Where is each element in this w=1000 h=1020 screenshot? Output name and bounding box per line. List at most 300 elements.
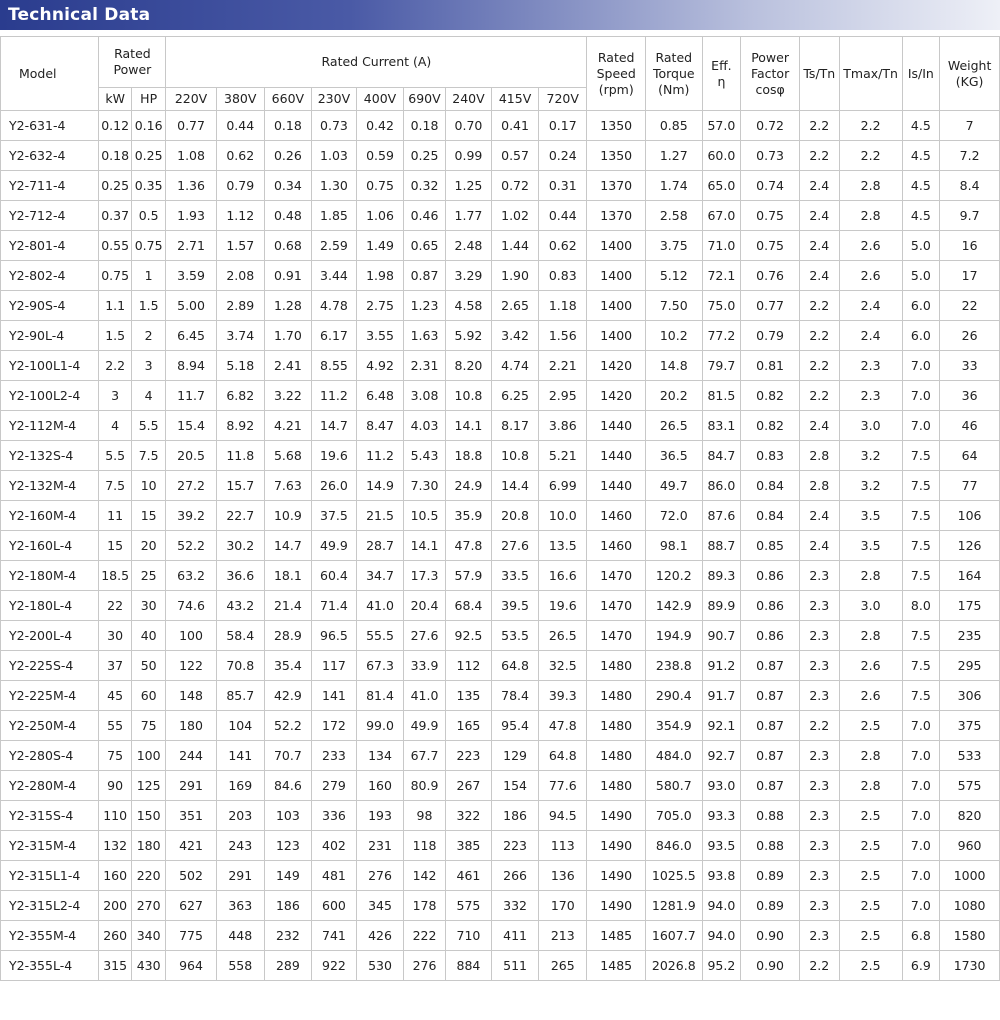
table-cell: 220 — [131, 861, 166, 891]
table-cell: 0.62 — [216, 141, 264, 171]
table-cell: 884 — [445, 951, 491, 981]
header-rated-speed — [587, 37, 646, 111]
table-cell: 558 — [216, 951, 264, 981]
table-cell: 1400 — [587, 321, 646, 351]
table-cell: 0.81 — [741, 351, 800, 381]
table-cell: 17 — [940, 261, 1000, 291]
table-cell: 95.2 — [702, 951, 741, 981]
table-cell: 2.71 — [166, 231, 216, 261]
table-cell: 1.30 — [311, 171, 356, 201]
table-cell: 86.0 — [702, 471, 741, 501]
table-cell: 90.7 — [702, 621, 741, 651]
table-cell: 18.5 — [99, 561, 131, 591]
table-cell: 0.25 — [404, 141, 446, 171]
header-rated-torque-line: (Nm) — [658, 81, 690, 97]
table-cell: 2.58 — [646, 201, 703, 231]
table-cell: 92.1 — [702, 711, 741, 741]
table-cell: 0.26 — [264, 141, 311, 171]
table-cell: 0.89 — [741, 861, 800, 891]
table-cell: 0.55 — [99, 231, 131, 261]
table-cell: 3.0 — [839, 411, 902, 441]
table-cell: 22.7 — [216, 501, 264, 531]
table-cell: 0.59 — [356, 141, 403, 171]
table-cell: 68.4 — [445, 591, 491, 621]
table-cell: 0.18 — [264, 111, 311, 141]
table-cell: 0.99 — [445, 141, 491, 171]
table-cell: 1485 — [587, 951, 646, 981]
table-cell: 0.17 — [539, 111, 587, 141]
table-row — [1, 381, 1000, 411]
table-cell: 2.89 — [216, 291, 264, 321]
table-cell: 235 — [940, 621, 1000, 651]
table-cell: 1281.9 — [646, 891, 703, 921]
model-cell: Y2-250M-4 — [1, 711, 99, 741]
table-cell: 165 — [445, 711, 491, 741]
table-cell: 1.5 — [131, 291, 166, 321]
table-cell: 142.9 — [646, 591, 703, 621]
table-cell: 15 — [131, 501, 166, 531]
table-cell: 0.25 — [131, 141, 166, 171]
table-cell: 363 — [216, 891, 264, 921]
header-power-factor-line: Factor — [750, 65, 790, 81]
table-cell: 0.87 — [741, 741, 800, 771]
table-cell: 775 — [166, 921, 216, 951]
table-cell: 7.5 — [902, 561, 940, 591]
header-hp: HP — [131, 88, 166, 111]
table-cell: 4 — [99, 411, 131, 441]
header-weight — [940, 37, 1000, 111]
table-cell: 222 — [404, 921, 446, 951]
table-cell: 705.0 — [646, 801, 703, 831]
table-cell: 2.2 — [799, 351, 839, 381]
table-cell: 67.7 — [404, 741, 446, 771]
table-cell: 244 — [166, 741, 216, 771]
table-cell: 110 — [99, 801, 131, 831]
table-row — [1, 321, 1000, 351]
table-cell: 49.9 — [404, 711, 446, 741]
table-cell: 1607.7 — [646, 921, 703, 951]
table-cell: 0.73 — [311, 111, 356, 141]
table-cell: 2 — [131, 321, 166, 351]
table-cell: 52.2 — [264, 711, 311, 741]
table-cell: 1580 — [940, 921, 1000, 951]
table-cell: 3.5 — [839, 501, 902, 531]
table-cell: 289 — [264, 951, 311, 981]
table-cell: 0.57 — [492, 141, 539, 171]
header-ts-tn: Ts/Tn — [799, 37, 839, 111]
table-row — [1, 471, 1000, 501]
table-cell: 7.63 — [264, 471, 311, 501]
table-cell: 243 — [216, 831, 264, 861]
table-cell: 112 — [445, 651, 491, 681]
table-cell: 70.8 — [216, 651, 264, 681]
table-cell: 3.2 — [839, 471, 902, 501]
table-cell: 600 — [311, 891, 356, 921]
table-cell: 0.90 — [741, 951, 800, 981]
table-cell: 0.79 — [741, 321, 800, 351]
table-cell: 7.5 — [902, 681, 940, 711]
table-cell: 5.18 — [216, 351, 264, 381]
table-cell: 141 — [311, 681, 356, 711]
table-cell: 332 — [492, 891, 539, 921]
table-cell: 193 — [356, 801, 403, 831]
table-cell: 2.2 — [799, 711, 839, 741]
model-cell: Y2-100L2-4 — [1, 381, 99, 411]
table-cell: 0.85 — [646, 111, 703, 141]
table-cell: 340 — [131, 921, 166, 951]
header-voltage: 660V — [264, 88, 311, 111]
table-cell: 8.94 — [166, 351, 216, 381]
header-rated-power-line: Rated — [114, 46, 151, 61]
table-cell: 2.4 — [839, 291, 902, 321]
table-cell: 2.4 — [799, 171, 839, 201]
table-cell: 10.9 — [264, 501, 311, 531]
table-cell: 11 — [99, 501, 131, 531]
table-cell: 322 — [445, 801, 491, 831]
table-cell: 7.5 — [902, 621, 940, 651]
table-cell: 276 — [404, 951, 446, 981]
table-cell: 6.17 — [311, 321, 356, 351]
table-cell: 83.1 — [702, 411, 741, 441]
table-cell: 22 — [940, 291, 1000, 321]
table-cell: 19.6 — [311, 441, 356, 471]
table-cell: 113 — [539, 831, 587, 861]
table-cell: 279 — [311, 771, 356, 801]
table-cell: 1480 — [587, 711, 646, 741]
table-cell: 65.0 — [702, 171, 741, 201]
table-cell: 118 — [404, 831, 446, 861]
table-row — [1, 171, 1000, 201]
table-cell: 461 — [445, 861, 491, 891]
table-cell: 1.56 — [539, 321, 587, 351]
table-cell: 93.0 — [702, 771, 741, 801]
table-cell: 92.5 — [445, 621, 491, 651]
table-cell: 57.9 — [445, 561, 491, 591]
table-cell: 28.9 — [264, 621, 311, 651]
table-cell: 1440 — [587, 471, 646, 501]
table-cell: 3.2 — [839, 441, 902, 471]
table-cell: 1.85 — [311, 201, 356, 231]
table-cell: 5.21 — [539, 441, 587, 471]
table-cell: 20.8 — [492, 501, 539, 531]
table-cell: 17.3 — [404, 561, 446, 591]
table-cell: 160 — [99, 861, 131, 891]
table-cell: 3.86 — [539, 411, 587, 441]
header-rated-power-line: Power — [113, 62, 152, 77]
table-cell: 100 — [166, 621, 216, 651]
table-cell: 4.92 — [356, 351, 403, 381]
table-cell: 2.5 — [839, 831, 902, 861]
table-cell: 0.83 — [539, 261, 587, 291]
table-cell: 2.5 — [839, 891, 902, 921]
table-cell: 1400 — [587, 291, 646, 321]
model-cell: Y2-280M-4 — [1, 771, 99, 801]
header-rated-torque-line: Torque — [652, 65, 695, 81]
table-cell: 2.3 — [799, 591, 839, 621]
table-cell: 150 — [131, 801, 166, 831]
table-cell: 7.2 — [940, 141, 1000, 171]
table-cell: 0.82 — [741, 381, 800, 411]
table-cell: 21.5 — [356, 501, 403, 531]
header-voltage: 230V — [311, 88, 356, 111]
table-cell: 1.36 — [166, 171, 216, 201]
table-cell: 49.7 — [646, 471, 703, 501]
table-cell: 1460 — [587, 531, 646, 561]
table-cell: 75.0 — [702, 291, 741, 321]
table-cell: 11.2 — [311, 381, 356, 411]
table-cell: 40 — [131, 621, 166, 651]
table-cell: 1370 — [587, 201, 646, 231]
table-cell: 53.5 — [492, 621, 539, 651]
model-cell: Y2-315L1-4 — [1, 861, 99, 891]
table-cell: 104 — [216, 711, 264, 741]
table-cell: 315 — [99, 951, 131, 981]
table-cell: 0.76 — [741, 261, 800, 291]
table-cell: 5.12 — [646, 261, 703, 291]
table-cell: 7.30 — [404, 471, 446, 501]
table-cell: 27.6 — [404, 621, 446, 651]
table-cell: 0.85 — [741, 531, 800, 561]
table-cell: 1.25 — [445, 171, 491, 201]
table-cell: 2.4 — [799, 231, 839, 261]
table-cell: 0.16 — [131, 111, 166, 141]
table-cell: 178 — [404, 891, 446, 921]
table-cell: 35.9 — [445, 501, 491, 531]
table-cell: 0.87 — [741, 771, 800, 801]
table-cell: 7.5 — [902, 531, 940, 561]
table-cell: 8.4 — [940, 171, 1000, 201]
table-cell: 1.28 — [264, 291, 311, 321]
table-row — [1, 831, 1000, 861]
table-cell: 411 — [492, 921, 539, 951]
table-cell: 6.45 — [166, 321, 216, 351]
table-cell: 6.25 — [492, 381, 539, 411]
table-cell: 94.0 — [702, 921, 741, 951]
table-cell: 6.48 — [356, 381, 403, 411]
model-cell: Y2-711-4 — [1, 171, 99, 201]
table-cell: 71.4 — [311, 591, 356, 621]
table-cell: 7.0 — [902, 411, 940, 441]
table-cell: 172 — [311, 711, 356, 741]
table-cell: 160 — [356, 771, 403, 801]
table-cell: 4.5 — [902, 171, 940, 201]
table-cell: 60.0 — [702, 141, 741, 171]
model-cell: Y2-280S-4 — [1, 741, 99, 771]
table-cell: 75 — [99, 741, 131, 771]
table-row — [1, 261, 1000, 291]
table-cell: 238.8 — [646, 651, 703, 681]
table-cell: 36.5 — [646, 441, 703, 471]
table-cell: 402 — [311, 831, 356, 861]
table-cell: 13.5 — [539, 531, 587, 561]
model-cell: Y2-132M-4 — [1, 471, 99, 501]
table-cell: 8.0 — [902, 591, 940, 621]
table-cell: 295 — [940, 651, 1000, 681]
table-cell: 7.0 — [902, 831, 940, 861]
table-cell: 129 — [492, 741, 539, 771]
table-cell: 1490 — [587, 861, 646, 891]
table-cell: 58.4 — [216, 621, 264, 651]
table-cell: 2.4 — [799, 261, 839, 291]
table-row — [1, 621, 1000, 651]
model-cell: Y2-160M-4 — [1, 501, 99, 531]
table-cell: 46 — [940, 411, 1000, 441]
table-cell: 136 — [539, 861, 587, 891]
table-cell: 1480 — [587, 681, 646, 711]
model-cell: Y2-225M-4 — [1, 681, 99, 711]
header-voltage: 720V — [539, 88, 587, 111]
table-row — [1, 771, 1000, 801]
table-cell: 77.2 — [702, 321, 741, 351]
table-cell: 511 — [492, 951, 539, 981]
table-cell: 502 — [166, 861, 216, 891]
table-cell: 85.7 — [216, 681, 264, 711]
table-cell: 0.79 — [216, 171, 264, 201]
model-cell: Y2-355M-4 — [1, 921, 99, 951]
table-cell: 2.2 — [839, 141, 902, 171]
table-cell: 1.98 — [356, 261, 403, 291]
table-cell: 0.90 — [741, 921, 800, 951]
table-cell: 0.68 — [264, 231, 311, 261]
table-cell: 2.2 — [799, 111, 839, 141]
table-cell: 57.0 — [702, 111, 741, 141]
table-cell: 90 — [99, 771, 131, 801]
table-cell: 354.9 — [646, 711, 703, 741]
table-cell: 39.3 — [539, 681, 587, 711]
table-cell: 26.5 — [646, 411, 703, 441]
table-cell: 9.7 — [940, 201, 1000, 231]
table-cell: 276 — [356, 861, 403, 891]
table-cell: 5.0 — [902, 231, 940, 261]
table-cell: 0.87 — [741, 711, 800, 741]
table-cell: 430 — [131, 951, 166, 981]
table-cell: 1470 — [587, 591, 646, 621]
table-cell: 1485 — [587, 921, 646, 951]
table-cell: 180 — [131, 831, 166, 861]
table-cell: 7.0 — [902, 891, 940, 921]
table-cell: 1.02 — [492, 201, 539, 231]
table-cell: 70.7 — [264, 741, 311, 771]
table-cell: 3.29 — [445, 261, 491, 291]
table-cell: 0.88 — [741, 801, 800, 831]
table-cell: 2.6 — [839, 681, 902, 711]
table-cell: 117 — [311, 651, 356, 681]
table-body — [1, 111, 1000, 981]
table-row — [1, 921, 1000, 951]
model-cell: Y2-200L-4 — [1, 621, 99, 651]
table-cell: 0.75 — [131, 231, 166, 261]
technical-data-table — [0, 36, 1000, 981]
table-cell: 0.31 — [539, 171, 587, 201]
table-cell: 7.0 — [902, 861, 940, 891]
table-cell: 1.57 — [216, 231, 264, 261]
table-row — [1, 801, 1000, 831]
table-cell: 1.12 — [216, 201, 264, 231]
table-cell: 0.25 — [99, 171, 131, 201]
table-cell: 39.2 — [166, 501, 216, 531]
table-cell: 67.3 — [356, 651, 403, 681]
table-cell: 34.7 — [356, 561, 403, 591]
table-cell: 0.87 — [741, 651, 800, 681]
header-power-factor-line: cosφ — [755, 81, 785, 97]
table-cell: 820 — [940, 801, 1000, 831]
table-cell: 6.0 — [902, 321, 940, 351]
table-cell: 142 — [404, 861, 446, 891]
table-cell: 1480 — [587, 771, 646, 801]
table-cell: 0.32 — [404, 171, 446, 201]
table-cell: 24.9 — [445, 471, 491, 501]
table-cell: 2.5 — [839, 921, 902, 951]
table-cell: 91.7 — [702, 681, 741, 711]
table-cell: 98 — [404, 801, 446, 831]
table-cell: 96.5 — [311, 621, 356, 651]
table-row — [1, 111, 1000, 141]
table-cell: 0.44 — [539, 201, 587, 231]
header-weight-line: (KG) — [955, 73, 984, 89]
table-cell: 10.5 — [404, 501, 446, 531]
table-cell: 1.77 — [445, 201, 491, 231]
table-cell: 33.9 — [404, 651, 446, 681]
header-voltage: 380V — [216, 88, 264, 111]
table-cell: 2.5 — [839, 951, 902, 981]
table-cell: 123 — [264, 831, 311, 861]
table-row — [1, 591, 1000, 621]
table-cell: 0.42 — [356, 111, 403, 141]
table-cell: 421 — [166, 831, 216, 861]
table-cell: 11.8 — [216, 441, 264, 471]
table-cell: 74.6 — [166, 591, 216, 621]
table-cell: 6.82 — [216, 381, 264, 411]
table-cell: 2.3 — [799, 861, 839, 891]
table-cell: 2.6 — [839, 231, 902, 261]
table-cell: 2.8 — [839, 561, 902, 591]
table-cell: 149 — [264, 861, 311, 891]
table-cell: 99.0 — [356, 711, 403, 741]
table-cell: 52.2 — [166, 531, 216, 561]
model-cell: Y2-180L-4 — [1, 591, 99, 621]
table-cell: 71.0 — [702, 231, 741, 261]
table-cell: 164 — [940, 561, 1000, 591]
table-cell: 3.08 — [404, 381, 446, 411]
table-cell: 1.18 — [539, 291, 587, 321]
table-row — [1, 411, 1000, 441]
model-cell: Y2-631-4 — [1, 111, 99, 141]
table-cell: 1080 — [940, 891, 1000, 921]
table-cell: 2.8 — [839, 621, 902, 651]
table-cell: 93.5 — [702, 831, 741, 861]
header-rated-speed-line: Rated — [597, 49, 635, 65]
table-cell: 1000 — [940, 861, 1000, 891]
table-cell: 270 — [131, 891, 166, 921]
table-cell: 291 — [166, 771, 216, 801]
table-cell: 5.43 — [404, 441, 446, 471]
table-cell: 14.7 — [264, 531, 311, 561]
table-cell: 266 — [492, 861, 539, 891]
table-cell: 0.62 — [539, 231, 587, 261]
table-cell: 233 — [311, 741, 356, 771]
table-cell: 2.2 — [799, 951, 839, 981]
table-cell: 0.70 — [445, 111, 491, 141]
header-voltage: 690V — [404, 88, 446, 111]
table-cell: 1420 — [587, 381, 646, 411]
table-cell: 223 — [445, 741, 491, 771]
model-cell: Y2-225S-4 — [1, 651, 99, 681]
table-cell: 2.2 — [799, 291, 839, 321]
table-cell: 14.8 — [646, 351, 703, 381]
table-cell: 6.8 — [902, 921, 940, 951]
table-cell: 2.8 — [839, 771, 902, 801]
table-cell: 2.2 — [799, 141, 839, 171]
